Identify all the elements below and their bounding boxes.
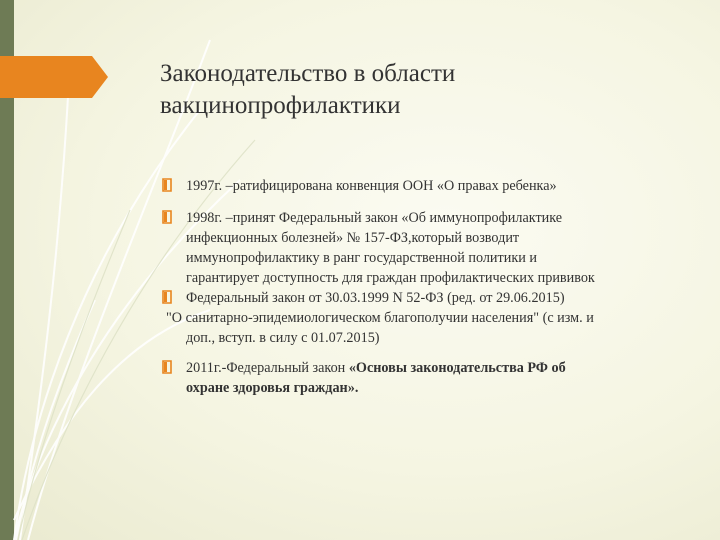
- list-item: [162, 208, 662, 288]
- item-line: иммунопрофилактику в ранг государственной политики и: [186, 250, 537, 266]
- title-line-2: вакцинопрофилактики: [160, 92, 401, 119]
- bullet-icon: [162, 360, 172, 374]
- item-line: гарантирует доступность для граждан профилактических прививок: [186, 270, 595, 286]
- slide-title: [160, 58, 680, 122]
- item-bold-text: охране здоровья граждан».: [186, 380, 359, 396]
- list-item: [162, 176, 662, 196]
- title-line-1: Законодательство в области: [160, 60, 456, 87]
- item-line: "О санитарно-эпидемиологическом благополучии населения" (с изм. и: [166, 310, 594, 326]
- bullet-icon: [162, 290, 172, 304]
- item-bold-text: «Основы законодательства РФ об: [348, 360, 566, 376]
- list-item: [162, 288, 662, 348]
- item-line: доп., вступ. в силу с 01.07.2015): [186, 330, 380, 346]
- bullet-list: [162, 176, 662, 398]
- item-line: инфекционных болезней» № 157-ФЗ,который возводит: [186, 230, 520, 246]
- list-item: [162, 358, 662, 398]
- item-text: 1997г. –ратифицирована конвенция ООН «О правах ребенка»: [186, 178, 557, 194]
- orange-arrow-tab: [0, 56, 110, 98]
- bullet-icon: [162, 178, 172, 192]
- bullet-icon: [162, 210, 172, 224]
- item-text: 2011г.-Федеральный закон: [186, 360, 349, 376]
- item-line: Федеральный закон от 30.03.1999 N 52-ФЗ (ред. от 29.06.2015): [186, 290, 565, 306]
- item-line: 1998г. –принят Федеральный закон «Об иммунопрофилактике: [186, 210, 563, 226]
